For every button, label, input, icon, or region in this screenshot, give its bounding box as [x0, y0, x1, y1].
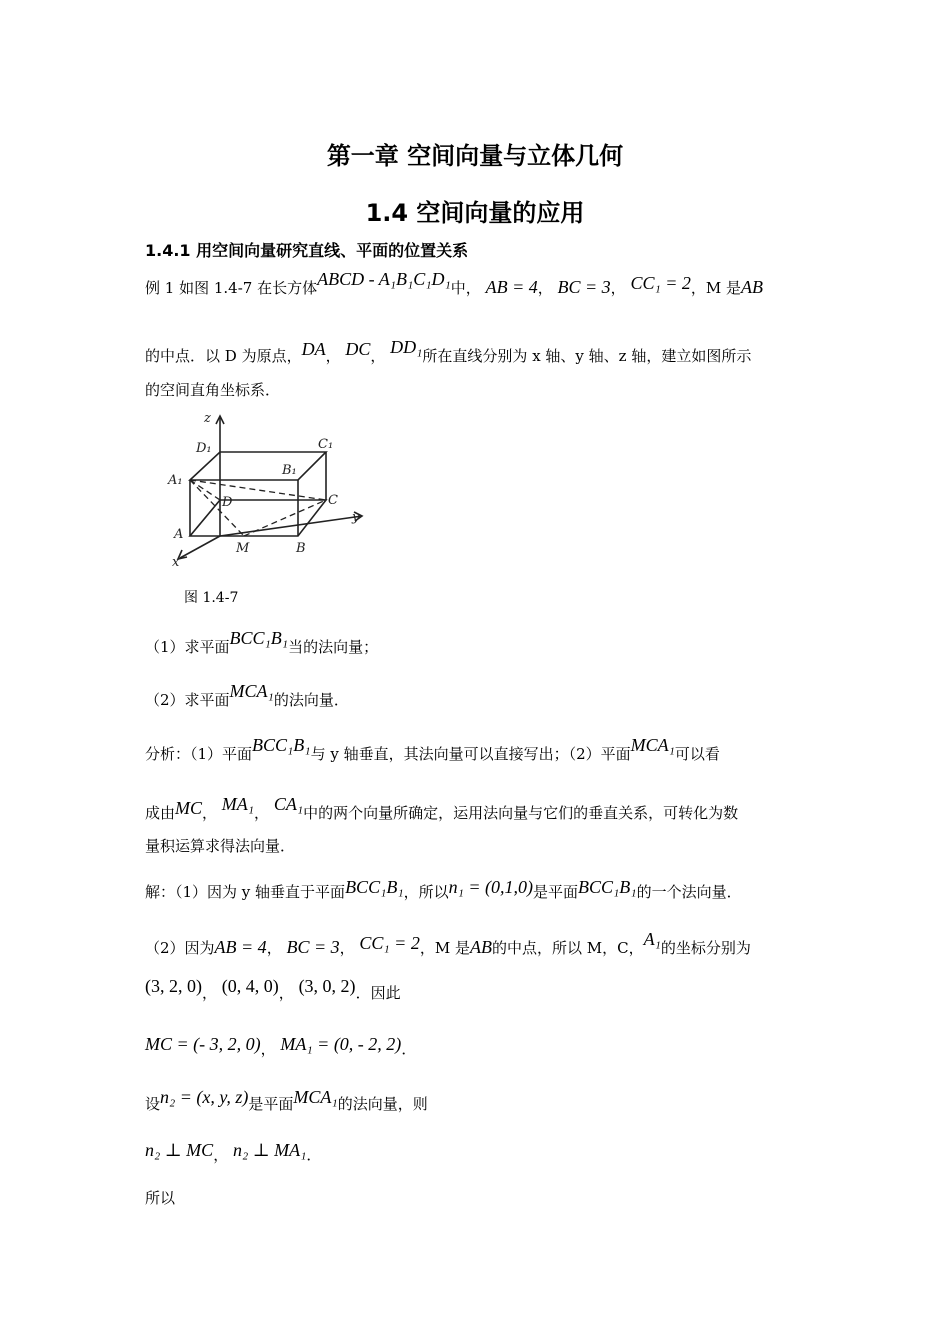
text: 的坐标分别为 [660, 939, 751, 957]
analysis-line-2: 成由MC， MA₁， CA₁中的两个向量所确定，运用法向量与它们的垂直关系，可转化为数 [145, 794, 739, 822]
perp-n2-ma1: n₂ ⊥ MA₁ [232, 1140, 307, 1160]
text: 与 y 轴垂直，其法向量可以直接写出；（2）平面 [310, 745, 631, 763]
label-a: A [174, 527, 184, 542]
coord-a1: (3, 0, 2) [298, 976, 356, 996]
text: 成由 [145, 804, 176, 822]
section-title: 1.4 空间向量的应用 [365, 199, 585, 227]
vec-ma1: MA₁ [221, 794, 255, 814]
text: 是平面 [248, 1095, 294, 1113]
solution-line-4: MC = (- 3, 2, 0)， MA₁ = (0, - 2, 2)． [145, 1034, 417, 1058]
plane-bcc1b1: BCC₁B₁ [345, 877, 404, 897]
subsection-title: 1.4.1 用空间向量研究直线、平面的位置关系 [145, 241, 469, 260]
label-c1: C₁ [318, 437, 334, 452]
box-name: ABCD - A₁B₁C₁D₁ [317, 269, 451, 289]
vec-ma1-value: MA₁ = (0, - 2, 2) [280, 1034, 402, 1054]
eq-ab: AB = 4 [485, 277, 538, 297]
solution-line-3: (3, 2, 0)， (0, 4, 0)， (3, 0, 2)．因此 [145, 976, 401, 1002]
coord-c: (0, 4, 0) [221, 976, 279, 996]
text: （2）求平面 [145, 691, 230, 709]
text: 中， [450, 279, 481, 297]
text: 分析：（1）平面 [145, 745, 253, 763]
coord-m: (3, 2, 0) [145, 976, 202, 996]
solution-line-1 [145, 876, 742, 903]
text: 中的两个向量所确定，运用法向量与它们的垂直关系，可转化为数 [303, 804, 739, 822]
analysis-line-1 [145, 734, 720, 765]
eq-bc: BC = 3 [557, 277, 611, 297]
label-a1: A₁ [168, 473, 183, 488]
top-face [190, 452, 326, 480]
eq-cc1: CC₁ = 2 [359, 933, 420, 953]
question-2 [145, 680, 349, 711]
text: 所在直线分别为 x 轴、y 轴、z 轴，建立如图所示 [422, 347, 752, 365]
vec-ca1: CA₁ [273, 794, 304, 814]
vec-n2: n₂ = (x, y, z) [160, 1087, 249, 1107]
label-b: B [296, 541, 306, 556]
solution-line-2: （2）因为AB = 4， BC = 3， CC₁ = 2，M 是AB的中点，所以 M，C，A₁的坐标分别为 [145, 929, 751, 957]
example-line-3: 的空间直角坐标系． [145, 381, 281, 399]
text: ，所以 [403, 883, 449, 901]
plane-bcc1b1: BCC₁B₁ [252, 735, 311, 755]
vec-mc-value: MC = (- 3, 2, 0) [145, 1034, 261, 1054]
plane-mca1: MCA₁ [293, 1087, 338, 1107]
text: ．因此 [355, 984, 401, 1002]
figure-caption: 图 1.4-7 [184, 590, 239, 606]
text: 设 [145, 1095, 161, 1113]
solution-line-6: n₂ ⊥ MC， n₂ ⊥ MA₁． [145, 1140, 322, 1164]
text: 的中点，所以 M，C， [491, 939, 644, 957]
text: 当的法向量； [288, 638, 379, 656]
text: 的法向量，则 [337, 1095, 428, 1113]
seg-ab: AB [469, 937, 492, 957]
chapter-title: 第一章 空间向量与立体几何 [326, 142, 624, 170]
vec-dc: DC [345, 339, 371, 359]
text: ，M 是 [690, 279, 742, 297]
label-y: y [352, 510, 360, 525]
vec-da: DA [301, 339, 326, 359]
text: （2）因为 [145, 939, 215, 957]
eq-ab: AB = 4 [214, 937, 267, 957]
label-d1: D₁ [196, 441, 212, 456]
point-a1: A₁ [643, 929, 661, 949]
eq-cc1: CC₁ = 2 [630, 273, 691, 293]
text: 可以看 [674, 745, 720, 763]
label-c: C [328, 493, 338, 508]
label-m: M [236, 541, 250, 556]
vec-dd1: DD₁ [390, 337, 423, 357]
plane-bcc1b1: BCC₁B₁ [229, 628, 289, 648]
plane-mca1: MCA₁ [229, 681, 274, 701]
solution-line-7: 所以 [145, 1189, 176, 1207]
text: 是平面 [533, 883, 579, 901]
label-x: x [172, 555, 180, 570]
perp-n2-mc: n₂ ⊥ MC [145, 1140, 214, 1160]
text: 的一个法向量． [636, 883, 742, 901]
cuboid-figure [162, 408, 372, 570]
plane-mca1: MCA₁ [630, 735, 675, 755]
label-d: D [222, 495, 233, 510]
vec-mc: MC [175, 798, 203, 818]
label-b1: B₁ [282, 463, 297, 478]
vec-n1: n₁ = (0,1,0) [448, 877, 534, 897]
text: 的中点．以 D 为原点， [145, 347, 302, 365]
label-z: z [204, 411, 211, 426]
analysis-line-3: 量积运算求得法向量． [145, 837, 296, 855]
seg-ab: AB [741, 277, 764, 297]
example-line-1: 例 1 如图 1.4-7 在长方体ABCD - A₁B₁C₁D₁中， AB = 4， BC = 3， CC₁ = 2，M 是AB [145, 269, 764, 297]
example-intro: 例 1 如图 1.4-7 在长方体 [145, 279, 318, 297]
plane-bcc1b1: BCC₁B₁ [578, 877, 637, 897]
x-axis [180, 536, 220, 558]
solution-line-5 [145, 1086, 428, 1115]
text: （1）求平面 [145, 638, 230, 656]
text: ，M 是 [419, 939, 470, 957]
text: 解：（1）因为 y 轴垂直于平面 [145, 883, 346, 901]
example-line-2: 的中点．以 D 为原点，DA， DC， DD₁所在直线分别为 x 轴、y 轴、z 轴，建立如图所示 [145, 337, 752, 365]
text: 的法向量． [273, 691, 349, 709]
question-1 [145, 627, 378, 658]
eq-bc: BC = 3 [286, 937, 340, 957]
